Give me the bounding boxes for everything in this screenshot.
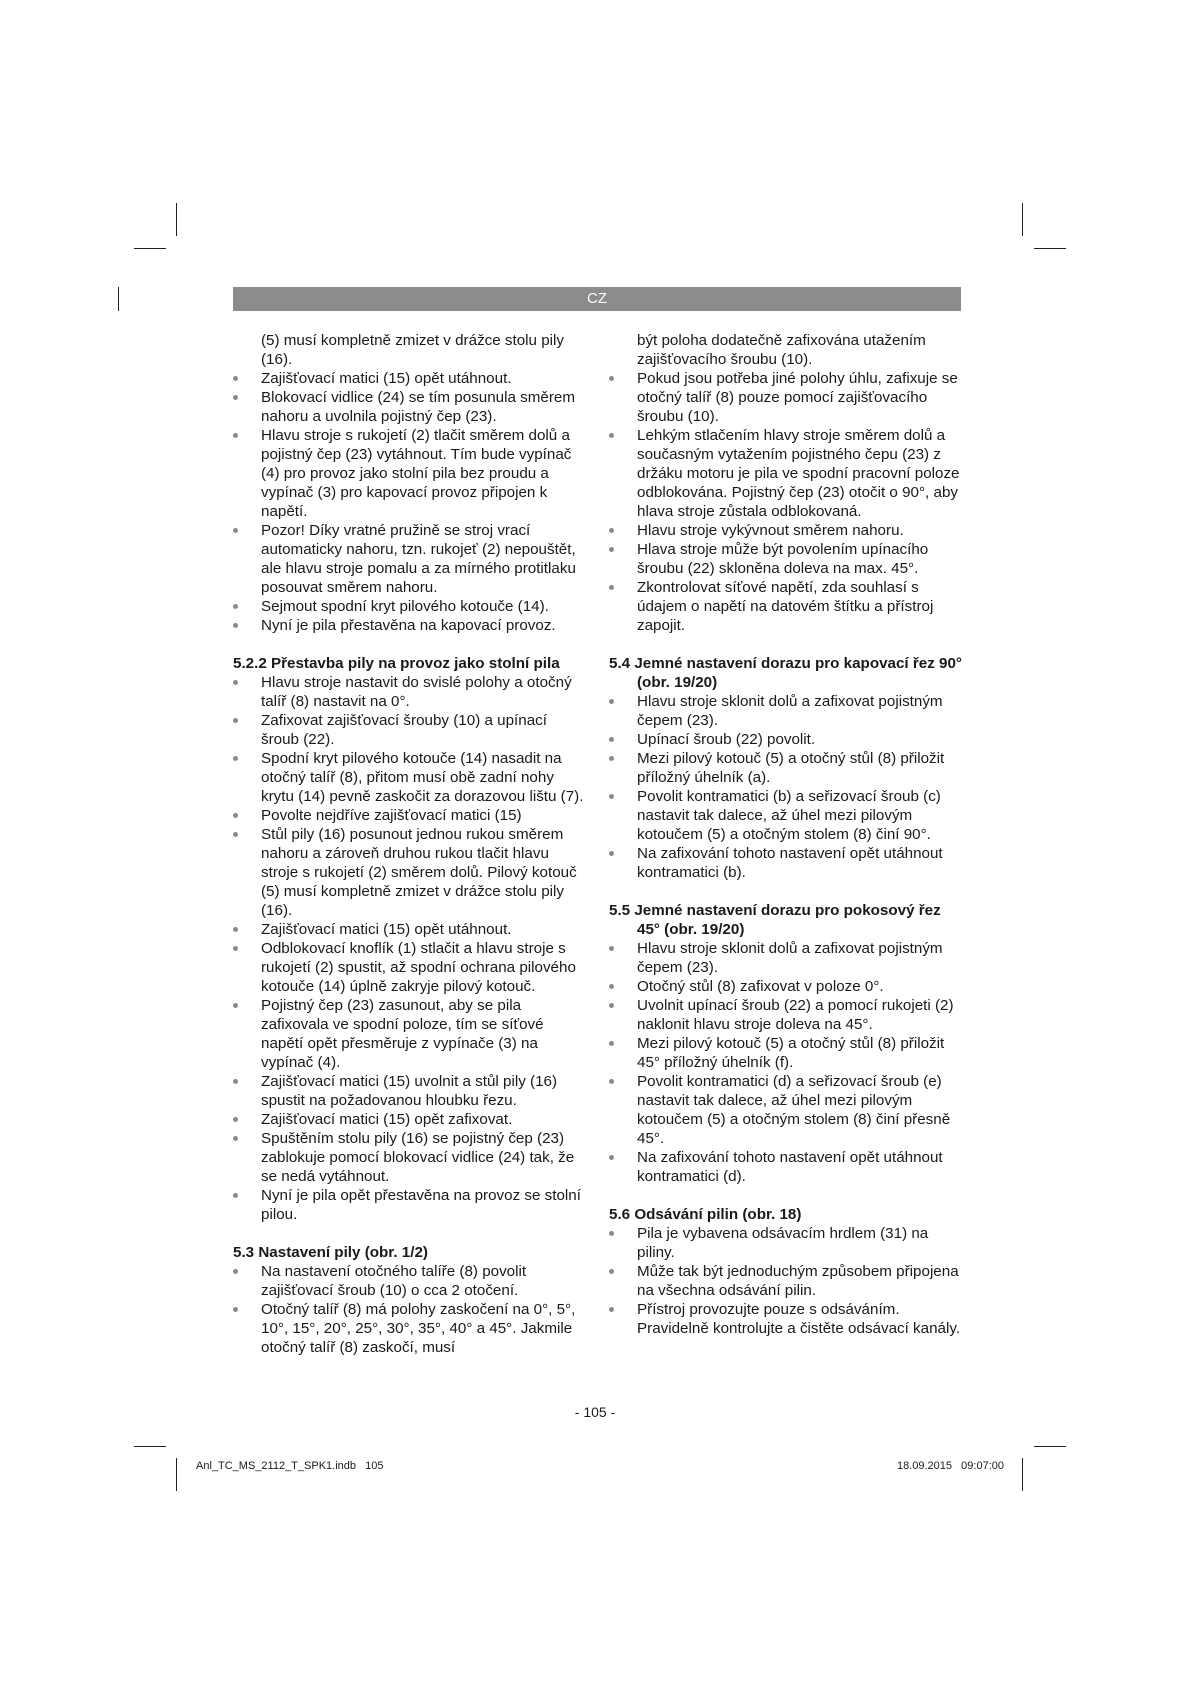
list-item-text: Na zafixování tohoto nastavení opět utáhnout kontramatici (b). [637, 845, 943, 881]
language-code: CZ [587, 290, 607, 307]
list-item [609, 1262, 965, 1300]
bullet-icon [609, 1041, 614, 1046]
list-item [233, 521, 589, 597]
bullet-icon [233, 1307, 238, 1312]
list-item [609, 996, 965, 1034]
list-item-text: Zajišťovací matici (15) opět utáhnout. [261, 921, 512, 938]
list-item-text: Hlavu stroje s rukojetí (2) tlačit směrem dolů a pojistný čep (23) vytáhnout. Tím bude vypínač (4) pro provoz jako stolní pila bez proudu a vypínač (3) pro kapovací provoz připojen k napětí. [261, 427, 572, 520]
bullet-icon [233, 528, 238, 533]
bullet-icon [233, 1079, 238, 1084]
bullet-icon [609, 851, 614, 856]
list-item-text: Stůl pily (16) posunout jednou rukou směrem nahoru a zároveň druhou rukou tlačit hlavu stroje s rukojetí (2) směrem dolů. Pilový kotouč (5) musí kompletně zmizet v drážce stolu pily (16). [261, 826, 577, 919]
bullet-icon [233, 718, 238, 723]
list-item-text: Pokud jsou potřeba jiné polohy úhlu, zafixuje se otočný talíř (8) pouze pomocí zajišťovacího šroubu (10). [637, 370, 958, 425]
list-item-text: Může tak být jednoduchým způsobem připojena na všechna odsávání pilin. [637, 1263, 959, 1299]
crop-mark [176, 203, 177, 236]
section-heading: 5.3 Nastavení pily (obr. 1/2) [233, 1244, 428, 1261]
list-item-text: Hlavu stroje sklonit dolů a zafixovat pojistným čepem (23). [637, 940, 943, 976]
paragraph: (5) musí kompletně zmizet v drážce stolu pily (16). [261, 332, 565, 368]
crop-mark [1034, 248, 1066, 249]
list-item-text: Uvolnit upínací šroub (22) a pomocí rukojeti (2) naklonit hlavu stroje doleva na 45°. [637, 997, 954, 1033]
bullet-icon [609, 794, 614, 799]
list-item-text: Na nastavení otočného talíře (8) povolit zajišťovací šroub (10) o cca 2 otočení. [261, 1263, 527, 1299]
section-heading: 5.4 Jemné nastavení dorazu pro kapovací řez 90° (obr. 19/20) [609, 655, 963, 691]
list-item [233, 825, 589, 920]
list-item [609, 939, 965, 977]
bullet-icon [233, 680, 238, 685]
list-item [233, 369, 589, 388]
bullet-icon [233, 1193, 238, 1198]
list-item-text: Otočný talíř (8) má polohy zaskočení na 0°, 5°, 10°, 15°, 20°, 25°, 30°, 35°, 40° a 45°. Jakmile otočný talíř (8) zaskočí, musí [261, 1301, 576, 1356]
list-item [609, 578, 965, 635]
list-item [233, 597, 589, 616]
section-heading: 5.2.2 Přestavba pily na provoz jako stolní pila [233, 655, 560, 672]
list-item [609, 1148, 965, 1186]
bullet-icon [233, 1003, 238, 1008]
list-item [609, 1034, 965, 1072]
list-item-text: Hlavu stroje sklonit dolů a zafixovat pojistným čepem (23). [637, 693, 943, 729]
bullet-icon [609, 1307, 614, 1312]
list-item-text: Povolit kontramatici (d) a seřizovací šroub (e) nastavit tak dalece, až úhel mezi pilovým kotoučem (5) a otočným stolem (8) činí přesně 45°. [637, 1073, 951, 1147]
list-item [609, 426, 965, 521]
left-column [233, 331, 589, 1357]
list-item-text: Povolit kontramatici (b) a seřizovací šroub (c) nastavit tak dalece, až úhel mezi pilovým kotoučem (5) a otočným stolem (8) činí 90°. [637, 788, 941, 843]
list-item [233, 1129, 589, 1186]
footer-file-name: Anl_TC_MS_2112_T_SPK1.indb 105 [196, 1460, 384, 1472]
bullet-icon [609, 946, 614, 951]
bullet-icon [233, 813, 238, 818]
list-item [609, 369, 965, 426]
list-item [233, 1300, 589, 1357]
list-item [233, 996, 589, 1072]
list-item-text: Mezi pilový kotouč (5) a otočný stůl (8) přiložit 45° příložný úhelník (f). [637, 1035, 945, 1071]
list-item [233, 806, 589, 825]
bullet-icon [233, 832, 238, 837]
list-item [609, 521, 965, 540]
list-item [609, 1300, 965, 1338]
list-item-text: Spuštěním stolu pily (16) se pojistný čep (23) zablokuje pomocí blokovací vidlice (24) tak, že se nedá vytáhnout. [261, 1130, 575, 1185]
bullet-icon [609, 1231, 614, 1236]
bullet-icon [609, 528, 614, 533]
list-item [233, 388, 589, 426]
bullet-icon [609, 547, 614, 552]
list-item [233, 673, 589, 711]
crop-mark [1022, 1458, 1023, 1491]
list-item [233, 426, 589, 521]
list-item-text: Hlava stroje může být povolením upínacího šroubu (22) skloněna doleva na max. 45°. [637, 541, 929, 577]
list-item [233, 1072, 589, 1110]
list-item-text: Nyní je pila opět přestavěna na provoz se stolní pilou. [261, 1187, 581, 1223]
crop-mark [176, 1458, 177, 1491]
list-item-text: Mezi pilový kotouč (5) a otočný stůl (8) přiložit příložný úhelník (a). [637, 750, 945, 786]
list-item-text: Zkontrolovat síťové napětí, zda souhlasí s údajem o napětí na datovém štítku a přístroj zapojit. [637, 579, 934, 634]
bullet-icon [609, 756, 614, 761]
list-item [233, 749, 589, 806]
bullet-icon [609, 984, 614, 989]
bullet-icon [233, 927, 238, 932]
list-item-text: Hlavu stroje vykývnout směrem nahoru. [637, 522, 904, 539]
list-item [233, 711, 589, 749]
list-item [233, 1262, 589, 1300]
bullet-icon [233, 395, 238, 400]
bullet-icon [233, 1117, 238, 1122]
list-item [233, 920, 589, 939]
bullet-icon [609, 1079, 614, 1084]
crop-mark [118, 287, 119, 311]
bullet-icon [609, 585, 614, 590]
list-item-text: Hlavu stroje nastavit do svislé polohy a otočný talíř (8) nastavit na 0°. [261, 674, 572, 710]
bullet-icon [233, 1136, 238, 1141]
bullet-icon [609, 1155, 614, 1160]
list-item-text: Pila je vybavena odsávacím hrdlem (31) na piliny. [637, 1225, 929, 1261]
language-header-bar [233, 287, 961, 311]
list-item-text: Zajišťovací matici (15) opět utáhnout. [261, 370, 512, 387]
footer-timestamp: 18.09.2015 09:07:00 [896, 1460, 1004, 1472]
list-item-text: Pojistný čep (23) zasunout, aby se pila zafixovala ve spodní poloze, tím se síťové napětí opět přesměruje z vypínače (3) na vypínač (4). [261, 997, 544, 1071]
list-item-text: Zafixovat zajišťovací šrouby (10) a upínací šroub (22). [261, 712, 547, 748]
list-item-text: Povolte nejdříve zajišťovací matici (15) [261, 807, 522, 824]
list-item [233, 616, 589, 635]
list-item [609, 540, 965, 578]
list-item-text: Zajišťovací matici (15) opět zafixovat. [261, 1111, 513, 1128]
bullet-icon [609, 433, 614, 438]
bullet-icon [609, 376, 614, 381]
list-item [609, 692, 965, 730]
paragraph: být poloha dodatečně zafixována utažením zajišťovacího šroubu (10). [637, 332, 926, 368]
list-item [609, 749, 965, 787]
page-number: - 105 - [574, 1404, 616, 1420]
list-item-text: Spodní kryt pilového kotouče (14) nasadit na otočný talíř (8), přitom musí obě zadní nohy krytu (14) pevně zaskočit za dorazovou lištu (7). [261, 750, 584, 805]
bullet-icon [233, 376, 238, 381]
list-item-text: Blokovací vidlice (24) se tím posunula směrem nahoru a uvolnila pojistný čep (23). [261, 389, 575, 425]
list-item-text: Přístroj provozujte pouze s odsáváním. Pravidelně kontrolujte a čistěte odsávací kanály. [637, 1301, 961, 1337]
bullet-icon [233, 1269, 238, 1274]
list-item [233, 1186, 589, 1224]
bullet-icon [609, 1269, 614, 1274]
list-item-text: Lehkým stlačením hlavy stroje směrem dolů a současným vytažením pojistného čepu (23) z držáku motoru je pila ve spodní pracovní poloze odblokována. Pojistný čep (23) otočit o 90°, aby hlava stroje zůstala odblokovaná. [637, 427, 960, 520]
list-item-text: Pozor! Díky vratné pružině se stroj vrací automaticky nahoru, tzn. rukojeť (2) nepouštět, ale hlavu stroje pomalu a za mírného protitlaku posouvat směrem nahoru. [261, 522, 576, 596]
list-item [609, 787, 965, 844]
bullet-icon [233, 623, 238, 628]
bullet-icon [609, 737, 614, 742]
list-item-text: Sejmout spodní kryt pilového kotouče (14). [261, 598, 549, 615]
list-item [609, 1224, 965, 1262]
list-item-text: Nyní je pila přestavěna na kapovací provoz. [261, 617, 556, 634]
bullet-icon [233, 946, 238, 951]
list-item-text: Odblokovací knoflík (1) stlačit a hlavu stroje s rukojetí (2) spustit, až spodní ochrana pilového kotouče (14) úplně zakryje pilový kotouč. [261, 940, 576, 995]
bullet-icon [609, 1003, 614, 1008]
bullet-icon [609, 699, 614, 704]
section-heading: 5.6 Odsávání pilin (obr. 18) [609, 1206, 802, 1223]
list-item-text: Upínací šroub (22) povolit. [637, 731, 816, 748]
crop-mark [134, 1446, 166, 1447]
bullet-icon [233, 604, 238, 609]
list-item-text: Na zafixování tohoto nastavení opět utáhnout kontramatici (d). [637, 1149, 943, 1185]
list-item [609, 977, 965, 996]
list-item-text: Zajišťovací matici (15) uvolnit a stůl pily (16) spustit na požadovanou hloubku řezu. [261, 1073, 558, 1109]
crop-mark [1022, 203, 1023, 236]
right-column [609, 331, 965, 1338]
list-item [233, 1110, 589, 1129]
list-item [609, 730, 965, 749]
crop-mark [1034, 1446, 1066, 1447]
list-item [609, 844, 965, 882]
list-item-text: Otočný stůl (8) zafixovat v poloze 0°. [637, 978, 884, 995]
list-item [609, 1072, 965, 1148]
bullet-icon [233, 433, 238, 438]
list-item [233, 939, 589, 996]
section-heading: 5.5 Jemné nastavení dorazu pro pokosový řez 45° (obr. 19/20) [609, 902, 941, 938]
bullet-icon [233, 756, 238, 761]
crop-mark [134, 248, 166, 249]
